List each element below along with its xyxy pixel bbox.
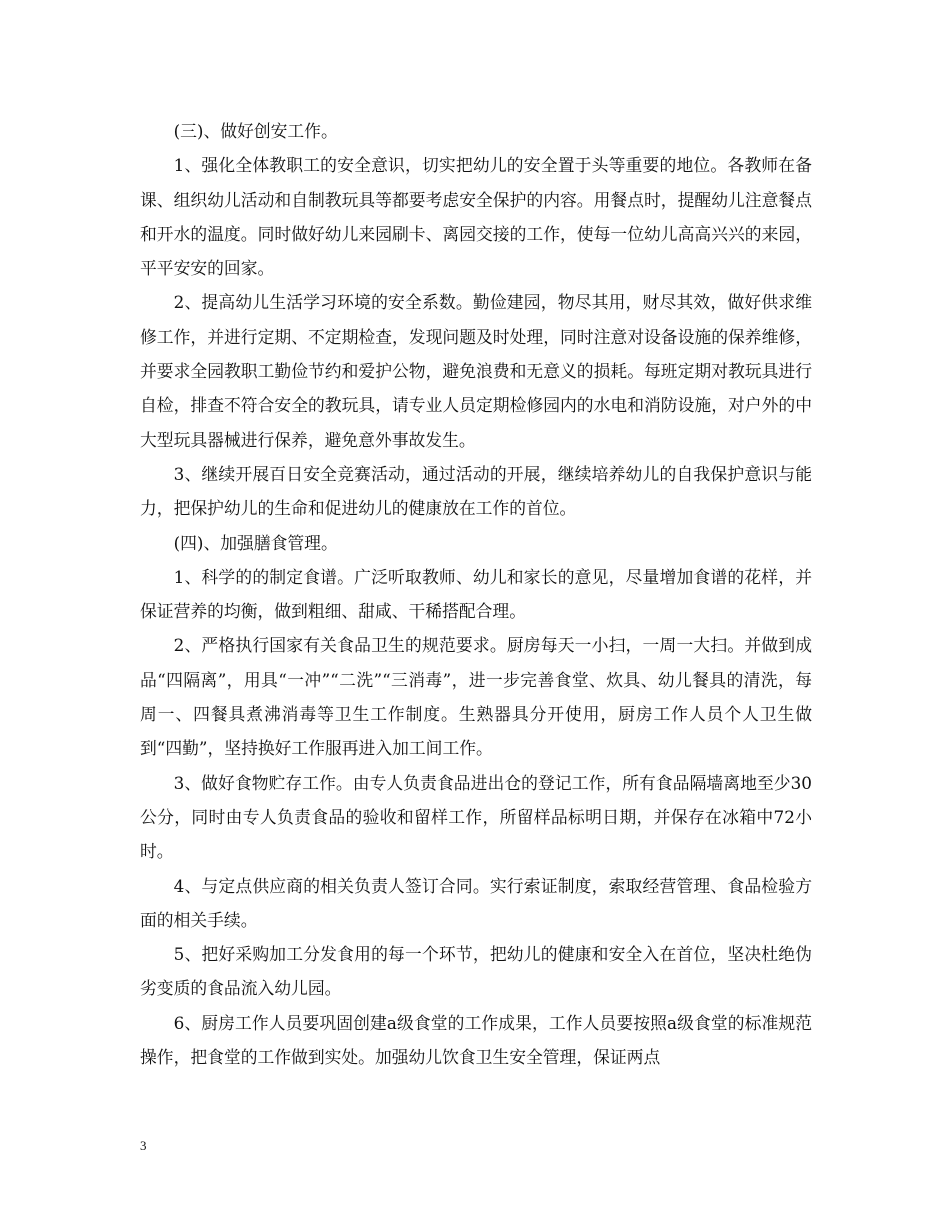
paragraph: 3、继续开展百日安全竞赛活动，通过活动的开展，继续培养幼儿的自我保护意识与能力，把保护幼儿的生命和促进幼儿的健康放在工作的首位。 [140, 463, 812, 519]
page-number: 3 [140, 1138, 147, 1153]
paragraph: 1、科学的的制定食谱。广泛听取教师、幼儿和家长的意见，尽量增加食谱的花样，并保证营养的均衡，做到粗细、甜咸、干稀搭配合理。 [140, 566, 812, 622]
paragraph: 5、把好采购加工分发食用的每一个环节，把幼儿的健康和安全入在首位，坚决杜绝伪劣变质的食品流入幼儿园。 [140, 944, 812, 999]
paragraph: 3、做好食物贮存工作。由专人负责食品进出仓的登记工作，所有食品隔墙离地至少30公分，同时由专人负责食品的验收和留样工作，所留样品标明日期，并保存在冰箱中72小时。 [140, 772, 812, 862]
paragraph: 6、厨房工作人员要巩固创建a级食堂的工作成果，工作人员要按照a级食堂的标准规范操作，把食堂的工作做到实处。加强幼儿饮食卫生安全管理，保证两点 [140, 1012, 812, 1068]
document-body [140, 114, 812, 1074]
section-heading-safety: (三)、做好创安工作。 [173, 121, 338, 141]
paragraph: 2、严格执行国家有关食品卫生的规范要求。厨房每天一小扫，一周一大扫。并做到成品“四隔离”，用具“一冲”“二洗”“三消毒”，进一步完善食堂、炊具、幼儿餐具的清洗，每周一、四餐具煮沸消毒等卫生工作制度。生熟器具分开使用，厨房工作人员个人卫生做到“四勤”，坚持换好工作服再进入加工间工作。 [140, 635, 812, 759]
paragraph: 1、强化全体教职工的安全意识，切实把幼儿的安全置于头等重要的地位。各教师在备课、组织幼儿活动和自制教玩具等都要考虑安全保护的内容。用餐点时，提醒幼儿注意餐点和开水的温度。同时做好幼儿来园刷卡、离园交接的工作，使每一位幼儿高高兴兴的来园，平平安安的回家。 [140, 155, 812, 279]
paragraph: 4、与定点供应商的相关负责人签订合同。实行索证制度，索取经营管理、食品检验方面的相关手续。 [140, 875, 812, 930]
paragraph: 2、提高幼儿生活学习环境的安全系数。勤俭建园，物尽其用，财尽其效，做好供求维修工作，并进行定期、不定期检查，发现问题及时处理，同时注意对设备设施的保养维修，并要求全园教职工勤俭节约和爱护公物，避免浪费和无意义的损耗。每班定期对教玩具进行自检，排查不符合安全的教玩具，请专业人员定期检修园内的水电和消防设施，对户外的中大型玩具器械进行保养，避免意外事故发生。 [140, 292, 812, 450]
section-heading-meals: (四)、加强膳食管理。 [173, 532, 338, 553]
